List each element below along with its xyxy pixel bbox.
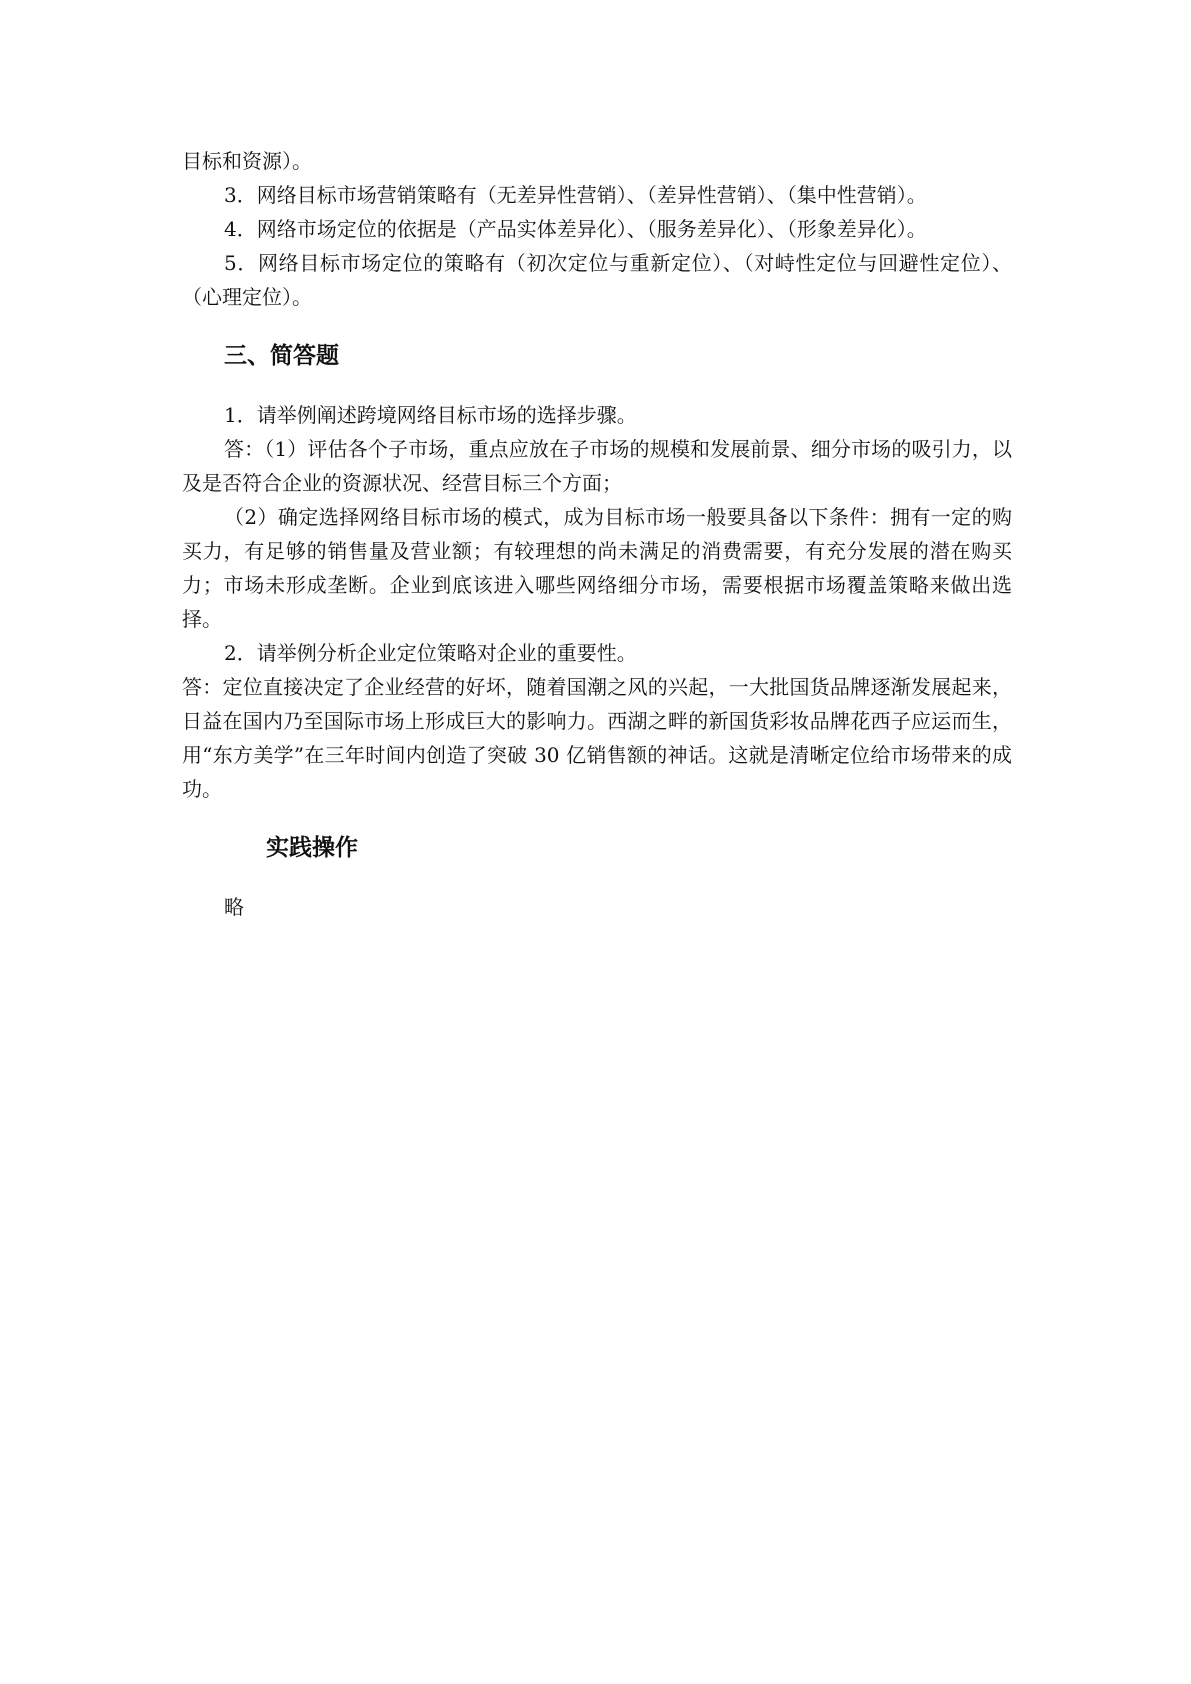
question-2-answer: 答：定位直接决定了企业经营的好坏，随着国潮之风的兴起，一大批国货品牌逐渐发展起来，日益在国内乃至国际市场上形成巨大的影响力。西湖之畔的新国货彩妆品牌花西子应运而生，用“东方美学”在三年时间内创造了突破 30 亿销售额的神话。这就是清晰定位给市场带来的成功。 <box>182 675 1012 801</box>
document-page <box>182 144 1012 924</box>
question-1-title: 1．请举例阐述跨境网络目标市场的选择步骤。 <box>224 403 637 427</box>
question-1-answer-part-2: （2）确定选择网络目标市场的模式，成为目标市场一般要具备以下条件：拥有一定的购买力，有足够的销售量及营业额；有较理想的尚未满足的消费需要，有充分发展的潜在购买力；市场未形成垄断。企业到底该进入哪些网络细分市场，需要根据市场覆盖策略来做出选择。 <box>182 505 1012 631</box>
question-2-title: 2．请举例分析企业定位策略对企业的重要性。 <box>224 641 637 665</box>
continuation-line: 目标和资源）。 <box>182 149 312 173</box>
question-1-answer-part-1: 答：（1）评估各个子市场，重点应放在子市场的规模和发展前景、细分市场的吸引力，以及是否符合企业的资源状况、经营目标三个方面； <box>182 437 1012 495</box>
section-heading-short-answer: 三、简答题 <box>224 342 339 369</box>
fill-item-5: 5．网络目标市场定位的策略有（初次定位与重新定位）、（对峙性定位与回避性定位）、（心理定位）。 <box>182 251 1012 309</box>
fill-item-3: 3．网络目标市场营销策略有（无差异性营销）、（差异性营销）、（集中性营销）。 <box>224 183 927 207</box>
section-heading-practice: 实践操作 <box>266 834 358 861</box>
fill-item-4: 4．网络市场定位的依据是（产品实体差异化）、（服务差异化）、（形象差异化）。 <box>224 217 927 241</box>
practice-body: 略 <box>224 895 244 919</box>
